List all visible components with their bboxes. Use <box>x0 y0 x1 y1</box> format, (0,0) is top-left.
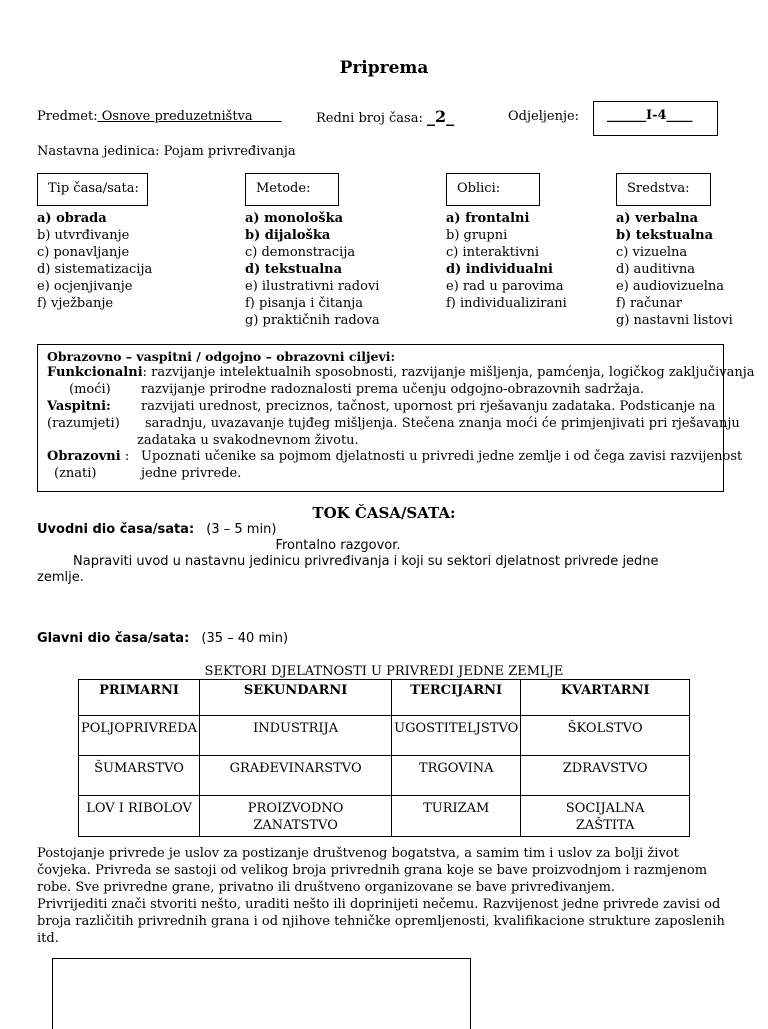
table-cell: ZDRAVSTVO <box>521 756 690 796</box>
uvodni-text1: Napraviti uvod u nastavnu jedinicu privređivanja i koji su sektori djelatnost privrede jedne <box>73 554 659 569</box>
sredstva-label: Sredstva: <box>616 173 711 206</box>
oblici-list <box>446 210 567 312</box>
predmet-label: Predmet: <box>37 109 98 124</box>
sectors-caption: SEKTORI DJELATNOSTI U PRIVREDI JEDNE ZEMLJE <box>204 664 564 679</box>
goals-heading: Obrazovno – vaspitni / odgojno – obrazovni ciljevi: <box>47 349 396 364</box>
list-item: b) grupni <box>446 228 508 243</box>
table-cell: ŠUMARSTVO <box>79 756 200 796</box>
col-header-tercijarni: TERCIJARNI <box>392 680 521 716</box>
predmet-value: Osnove preduzetništva <box>97 109 282 124</box>
funkcionalni-text2: razvijanje prirodne radoznalosti prema učenju odgojno-obrazovnih sadržaja. <box>141 382 645 397</box>
paragraph: Postojanje privrede je uslov za postizanje društvenog bogatstva, a samim tim i uslov za bolji život čovjeka. Privreda se sastoji od velikog broja privrednih grana koje se bave proizvodnjom i razmjenom robe. Sve privredne grane, privatno ili društveno organizovane se bave privređivanjem. <box>37 846 708 895</box>
list-item: a) verbalna <box>616 211 699 226</box>
obrazovni-text1: Upoznati učenike sa pojmom djelatnosti u privredi jedne zemlje i od čega zavisi razvijenost <box>141 449 743 464</box>
oblici-label: Oblici: <box>446 173 540 206</box>
vaspitni-sub: (razumjeti) <box>47 416 120 431</box>
table-cell: TRGOVINA <box>392 756 521 796</box>
redni-broj-value: _2_ <box>426 107 455 126</box>
list-item: c) demonstracija <box>245 245 356 260</box>
table-cell: GRAĐEVINARSTVO <box>200 756 392 796</box>
odjeljenje-label: Odjeljenje: <box>508 109 580 124</box>
tok-heading: TOK ČASA/SATA: <box>312 504 456 522</box>
list-item: d) tekstualna <box>245 262 343 277</box>
col-header-sekundarni: SEKUNDARNI <box>200 680 392 716</box>
col-header-primarni: PRIMARNI <box>79 680 200 716</box>
obrazovni-line1 <box>47 448 129 465</box>
list-item: d) sistematizacija <box>37 262 153 277</box>
uvodni-time: (3 – 5 min) <box>206 522 277 537</box>
table-cell: ŠKOLSTVO <box>521 716 690 756</box>
body-text <box>37 845 727 947</box>
table-cell: POLJOPRIVREDA <box>79 716 200 756</box>
list-item: c) ponavljanje <box>37 245 130 260</box>
uvodni-label: Uvodni dio časa/sata: <box>37 522 195 537</box>
table-row <box>79 716 690 756</box>
table-header-row <box>79 680 690 716</box>
vaspitni-label: Vaspitni: <box>47 399 111 414</box>
table-row <box>79 796 690 837</box>
table-cell: SOCIJALNA ZAŠTITA <box>521 796 690 837</box>
table-row <box>79 756 690 796</box>
list-item: f) pisanja i čitanja <box>245 296 364 311</box>
list-item: f) vježbanje <box>37 296 114 311</box>
redni-broj-line <box>316 108 454 127</box>
table-cell: TURIZAM <box>392 796 521 837</box>
list-item: b) dijaloška <box>245 228 331 243</box>
odjeljenje-value: ______I-4____ <box>607 108 693 123</box>
obrazovni-sub: (znati) <box>54 466 97 481</box>
list-item: g) nastavni listovi <box>616 313 733 328</box>
col-header-kvartarni: KVARTARNI <box>521 680 690 716</box>
list-item: g) praktičnih radova <box>245 313 380 328</box>
list-item: e) rad u parovima <box>446 279 564 294</box>
list-item: c) interaktivni <box>446 245 540 260</box>
list-item: c) vizuelna <box>616 245 688 260</box>
empty-box <box>52 958 471 1029</box>
glavni-line <box>37 630 288 647</box>
list-item: e) ilustrativni radovi <box>245 279 380 294</box>
list-item: f) računar <box>616 296 682 311</box>
list-item: f) individualizirani <box>446 296 567 311</box>
redni-broj-label: Redni broj časa: <box>316 111 423 126</box>
metode-list <box>245 210 380 329</box>
obrazovni-label: Obrazovni <box>47 449 121 464</box>
uvodni-line <box>37 521 276 538</box>
uvodni-text2: zemlje. <box>37 570 84 585</box>
vaspitni-text2: saradnju, uvazavanje tujđeg mišljenja. Stečena znanja moći će primjenjivati pri rješavanju <box>145 416 740 431</box>
vaspitni-text3: zadataka u svakodnevnom životu. <box>137 433 359 448</box>
list-item: b) utvrđivanje <box>37 228 130 243</box>
funkcionalni-sub: (moći) <box>69 382 111 397</box>
list-item: a) frontalni <box>446 211 530 226</box>
uvodni-center: Frontalno razgovor. <box>275 538 401 553</box>
list-item: d) individualni <box>446 262 553 277</box>
table-cell: UGOSTITELJSTVO <box>392 716 521 756</box>
obrazovni-colon: : <box>120 449 130 464</box>
predmet-line <box>37 108 282 125</box>
glavni-time: (35 – 40 min) <box>201 631 289 646</box>
tip-casa-label: Tip časa/sata: <box>37 173 148 206</box>
table-cell: INDUSTRIJA <box>200 716 392 756</box>
obrazovni-text2: jedne privrede. <box>141 466 242 481</box>
funkcionalni-line1 <box>47 364 755 381</box>
funkcionalni-label: Funkcionalni <box>47 365 143 380</box>
funkcionalni-text1: : razvijanje intelektualnih sposobnosti, razvijanje mišljenja, pamćenja, logičkog zaključivanja <box>142 365 755 380</box>
list-item: b) tekstualna <box>616 228 714 243</box>
tip-casa-list <box>37 210 152 312</box>
paragraph: Privrijediti znači stvoriti nešto, uraditi nešto ili doprinijeti nečemu. Razvijenost jedne privrede zavisi od broja različitih privrednih grana i od njihove tehničke opremljenosti, kvalifikacione strukture zaposlenih itd. <box>37 897 725 946</box>
list-item: e) ocjenjivanje <box>37 279 133 294</box>
list-item: d) auditivna <box>616 262 695 277</box>
glavni-label: Glavni dio časa/sata: <box>37 631 190 646</box>
list-item: a) monološka <box>245 211 344 226</box>
vaspitni-text1: razvijati urednost, preciznos, tačnost, upornost pri rješavanju zadataka. Podsticanje na <box>141 399 716 414</box>
page-title: Priprema <box>339 58 429 78</box>
nastavna-jedinica: Nastavna jedinica: Pojam privređivanja <box>37 144 296 159</box>
goals-box <box>37 344 755 492</box>
sectors-table <box>78 679 690 837</box>
metode-label: Metode: <box>245 173 339 206</box>
table-cell: LOV I RIBOLOV <box>79 796 200 837</box>
list-item: e) audiovizuelna <box>616 279 725 294</box>
odjeljenje-box <box>593 101 718 136</box>
sredstva-list <box>616 210 733 329</box>
table-cell: PROIZVODNO ZANATSTVO <box>200 796 392 837</box>
list-item: a) obrada <box>37 211 107 226</box>
